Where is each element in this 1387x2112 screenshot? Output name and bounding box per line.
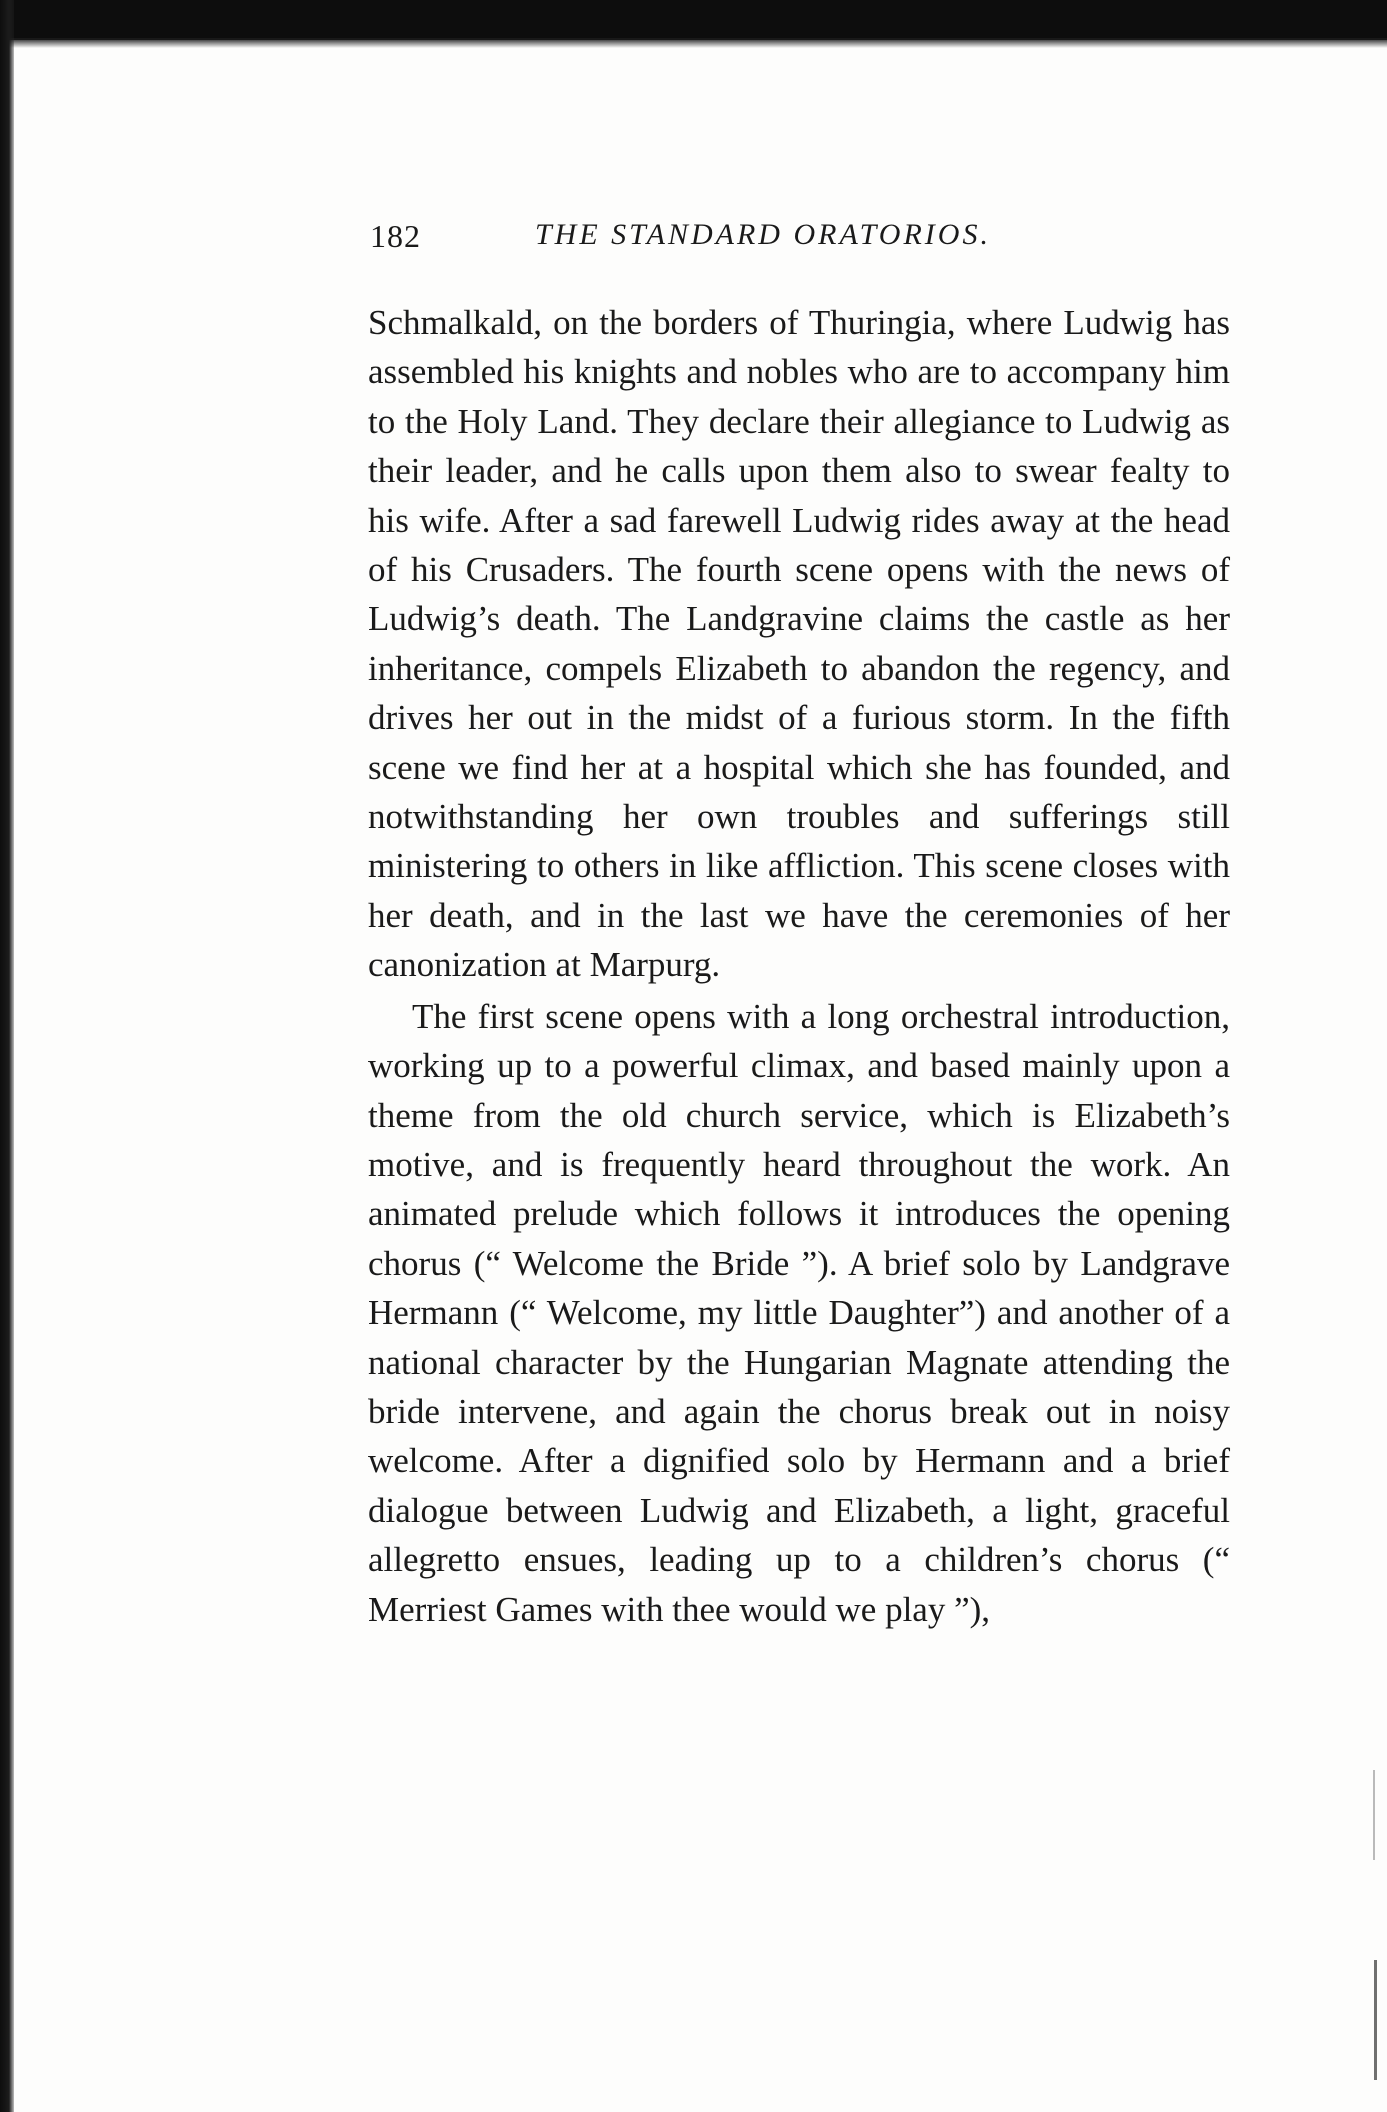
paragraph: The first scene opens with a long orchestral introduction, working up to a powerful climax, and based mainly upon a theme from the old church service, which is Elizabeth’s motive, and is frequently heard throughout the work. An animated prelude which follows it introduces the opening chorus (“ Welcome the Bride ”). A brief solo by Landgrave Hermann (“ Welcome, my little Daughter”) and another of a national character by the Hungarian Magnate attending the bride intervene, and again the chorus break out in noisy welcome. After a dignified solo by Hermann and a brief dialogue between Ludwig and Elizabeth, a light, graceful allegretto ensues, leading up to a children’s chorus (“ Merriest Games with thee would we play ”), xyxy=(368,996,1230,1629)
running-header xyxy=(370,218,1200,262)
scan-top-edge xyxy=(0,0,1387,40)
paragraph: Schmalkald, on the borders of Thuringia, where Ludwig has assembled his knights and nobles who are to accompany him to the Holy Land. They declare their allegiance to Ludwig as their leader, and he calls upon them also to swear fealty to his wife. After a sad farewell Ludwig rides away at the head of his Crusaders. The fourth scene opens with the news of Ludwig’s death. The Landgravine claims the castle as her inheritance, compels Elizabeth to abandon the regency, and drives her out in the midst of a furious storm. In the fifth scene we find her at a hospital which she has founded, and notwithstanding her own troubles and sufferings still ministering to others in like affliction. This scene closes with her death, and in the last we have the ceremonies of her canonization at Marpurg. xyxy=(368,303,1230,985)
scan-right-mark xyxy=(1373,1770,1375,1860)
scan-left-edge xyxy=(0,0,14,2112)
scan-right-mark xyxy=(1374,1960,1377,2080)
running-title: THE STANDARD ORATORIOS. xyxy=(535,218,991,251)
body-text xyxy=(368,298,1230,1634)
page-number: 182 xyxy=(370,218,421,254)
